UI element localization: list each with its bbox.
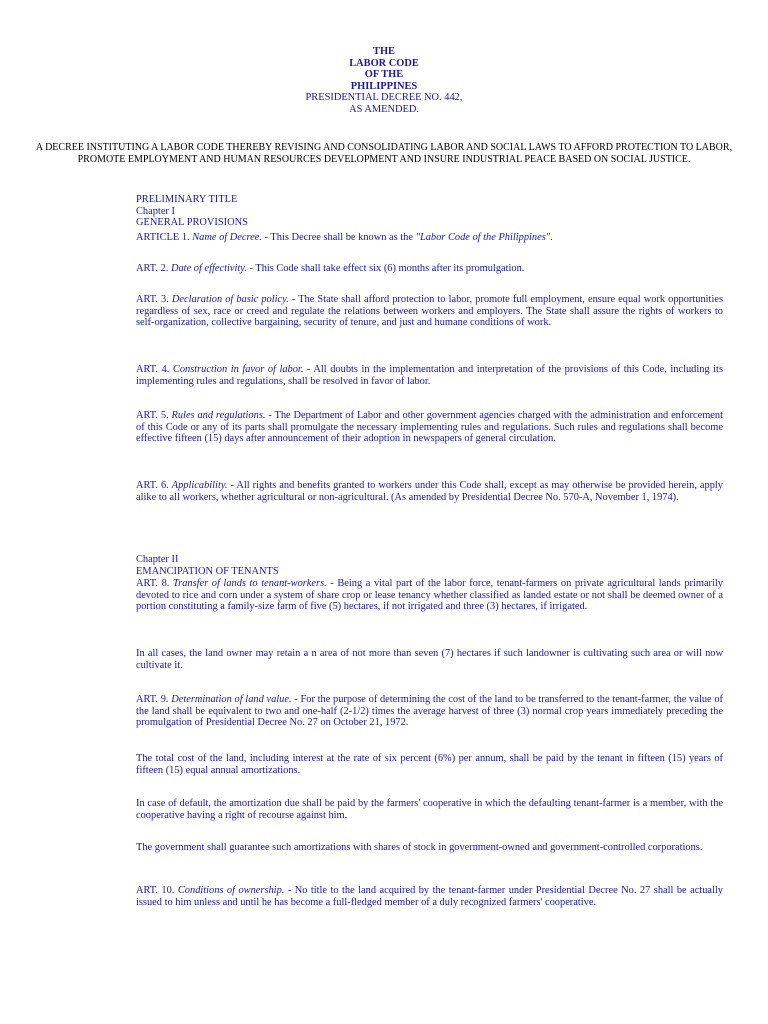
article-8-paragraph-2: In all cases, the land owner may retain a n area of not more than seven (7) hectares if such landowner is cultivating such area or will now cultivate it. (136, 648, 723, 671)
article-text: - The State shall afford protection to labor, promote full employment, ensure equal work opportunities regardless of sex, race or creed and regulate the relations between workers and employers. The State shall assure the rights of workers to self-organization, collective bargaining, security of tenure, and just and humane conditions of work. (136, 294, 723, 329)
header-line-the: THE (373, 46, 395, 57)
article-prefix: ART. 4. (136, 364, 173, 375)
header-line-as-amended: AS AMENDED. (349, 103, 419, 115)
article-end: . (550, 232, 553, 243)
chapter-2-heading (136, 554, 723, 577)
article-9 (136, 694, 723, 729)
preliminary-title-heading (136, 194, 723, 229)
article-text: - This Code shall take effect six (6) months after its promulgation. (246, 263, 525, 274)
article-prefix: ARTICLE 1. (136, 232, 193, 243)
article-text: - For the purpose of determining the cost of the land to be transferred to the tenant-farmer, the value of the land shall be equivalent to two and one-half (2-1/2) times the average harvest of three (3) normal crop years immediately preceding the promulgation of Presidential Decree No. 27 on October 21, 1972. (136, 694, 723, 729)
article-prefix: ART. 5. (136, 410, 172, 421)
article-text: - All doubts in the implementation and interpretation of the provisions of this Code, including its implementing rules and regulations, shall be resolved in favor of labor. (136, 364, 723, 387)
document-header (0, 46, 768, 116)
article-4 (136, 364, 723, 387)
article-9-paragraph-3: In case of default, the amortization due shall be paid by the farmers' cooperative in which the defaulting tenant-farmer is a member, with the cooperative having a right of recourse against him. (136, 798, 723, 821)
article-title: Date of effectivity. (170, 263, 247, 274)
article-quote: "Labor Code of the Philippines" (415, 232, 551, 243)
article-prefix: ART. 9. (136, 694, 172, 705)
chapter-number: Chapter I (136, 205, 175, 217)
section-title: PRELIMINARY TITLE (136, 194, 238, 205)
article-title: Conditions of ownership. (177, 885, 285, 896)
article-9-paragraph-4: The government shall guarantee such amortizations with shares of stock in government-owned and government-controlled corporations. (136, 842, 703, 853)
article-text: - This Decree shall be known as the (261, 232, 416, 243)
article-title: Name of Decree. (192, 232, 262, 243)
article-prefix: ART. 2. (136, 263, 171, 274)
article-title: Rules and regulations. (171, 410, 266, 421)
article-text: - No title to the land acquired by the tenant-farmer under Presidential Decree No. 27 shall be actually issued to him unless and until he has become a full-fledged member of a duly recognized farmers' cooperative. (136, 885, 723, 908)
article-9-paragraph-2: The total cost of the land, including interest at the rate of six percent (6%) per annum, shall be paid by the tenant in fifteen (15) years of fifteen (15) equal annual amortizations. (136, 753, 723, 776)
article-prefix: ART. 8. (136, 578, 173, 589)
article-prefix: ART. 3. (136, 294, 172, 305)
article-title: Construction in favor of labor. (172, 364, 304, 375)
article-title: Transfer of lands to tenant-workers. (172, 578, 327, 589)
decree-preamble: A DECREE INSTITUTING A LABOR CODE THEREBY REVISING AND CONSOLIDATING LABOR AND SOCIAL LAWS TO AFFORD PROTECTION TO LABOR, PROMOTE EMPLOYMENT AND HUMAN RESOURCES DEVELOPMENT AND INSURE INDUSTRIAL PEACE BASED ON SOCIAL JUSTICE. (35, 142, 733, 165)
article-text: - Being a vital part of the labor force, tenant-farmers on private agricultural lands primarily devoted to rice and corn under a system of share crop or lease tenancy whether classified as landed estate or not shall be deemed owner of a portion constituting a family-size farm of five (5) hectares, if not irrigated and three (3) hectares, if irrigated. (136, 578, 723, 613)
chapter-number: Chapter II (136, 554, 179, 565)
article-title: Determination of land value. (171, 694, 292, 705)
article-text: - All rights and benefits granted to workers under this Code shall, except as may otherwise be provided herein, apply alike to all workers, whether agricultural or non-agricultural. (As amended by Presidential Decree No. 570-A, November 1, 1974). (136, 480, 723, 503)
article-2 (136, 263, 723, 275)
article-1 (136, 232, 723, 244)
article-8 (136, 578, 723, 613)
chapter-name: GENERAL PROVISIONS (136, 217, 248, 229)
article-prefix: ART. 10. (136, 885, 178, 896)
header-line-philippines: PHILIPPINES (350, 80, 418, 92)
article-3 (136, 294, 723, 329)
article-title: Applicability. (171, 480, 228, 491)
article-text: - The Department of Labor and other government agencies charged with the administration and enforcement of this Code or any of its parts shall promulgate the necessary implementing rules and regulations. Such rules and regulations shall become effective fifteen (15) days after announcement of their adoption in newspapers of general circulation. (136, 410, 723, 445)
chapter-name: EMANCIPATION OF TENANTS (136, 565, 279, 577)
article-title: Declaration of basic policy. (171, 294, 289, 305)
header-line-labor-code: LABOR CODE (349, 57, 419, 69)
article-5 (136, 410, 723, 445)
article-6 (136, 480, 723, 503)
article-10 (136, 885, 723, 908)
header-line-decree-number: PRESIDENTIAL DECREE NO. 442, (305, 92, 463, 104)
header-line-of-the: OF THE (364, 69, 404, 81)
article-prefix: ART. 6. (136, 480, 172, 491)
